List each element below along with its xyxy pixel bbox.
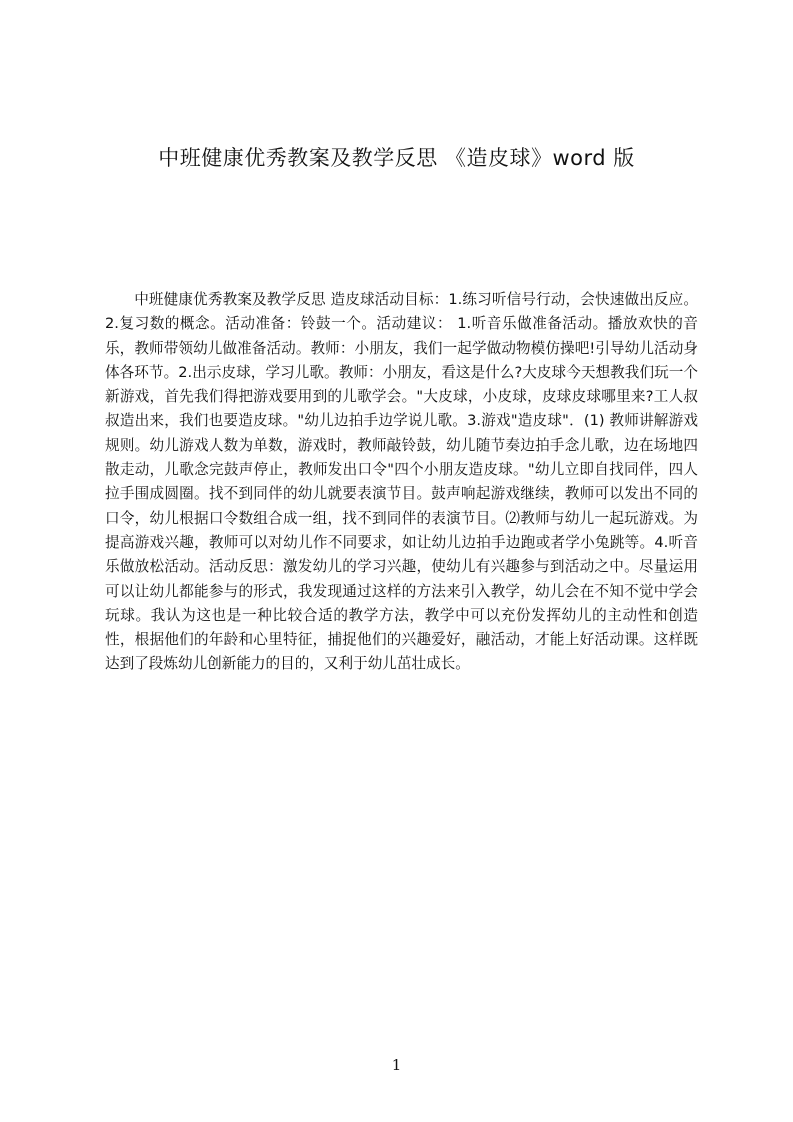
page-number: 1 <box>391 1056 402 1074</box>
document-title: 中班健康优秀教案及教学反思 《造皮球》word 版 <box>158 146 635 170</box>
body-paragraph: 中班健康优秀教案及教学反思 造皮球活动目标：1.练习听信号行动，会快速做出反应。2.复习数的概念。活动准备：铃鼓一个。活动建议： 1.听音乐做准备活动。播放欢快的音乐，教师带领幼儿做准备活动。教师：小朋友，我们一起学做动物模仿操吧!引导幼儿活动身体各环节。2.出示皮球，学习儿歌。教师：小朋友，看这是什么?大皮球今天想教我们玩一个新游戏，首先我们得把游戏要用到的儿歌学会。"大皮球，小皮球，皮球皮球哪里来?工人叔叔造出来，我们也要造皮球。"幼儿边拍手边学说儿歌。3.游戏"造皮球"．(1) 教师讲解游戏规则。幼儿游戏人数为单数，游戏时，教师敲铃鼓，幼儿随节奏边拍手念儿歌，边在场地四散走动，儿歌念完鼓声停止，教师发出口令"四个小朋友造皮球。"幼儿立即自找同伴，四人拉手围成圆圈。找不到同伴的幼儿就要表演节目。鼓声响起游戏继续，教师可以发出不同的口令，幼儿根据口令数组合成一组，找不到同伴的表演节目。⑵教师与幼儿一起玩游戏。为提高游戏兴趣，教师可以对幼儿作不同要求，如让幼儿边拍手边跑或者学小兔跳等。4.听音乐做放松活动。活动反思：激发幼儿的学习兴趣，使幼儿有兴趣参与到活动之中。尽量运用可以让幼儿都能参与的形式，我发现通过这样的方法来引入教学，幼儿会在不知不觉中学会玩球。我认为这也是一种比较合适的教学方法，教学中可以充份发挥幼儿的主动性和创造性，根据他们的年龄和心里特征，捕捉他们的兴趣爱好，融活动，才能上好活动课。这样既达到了段炼幼儿创新能力的目的，又利于幼儿茁壮成长。 <box>105 291 698 673</box>
